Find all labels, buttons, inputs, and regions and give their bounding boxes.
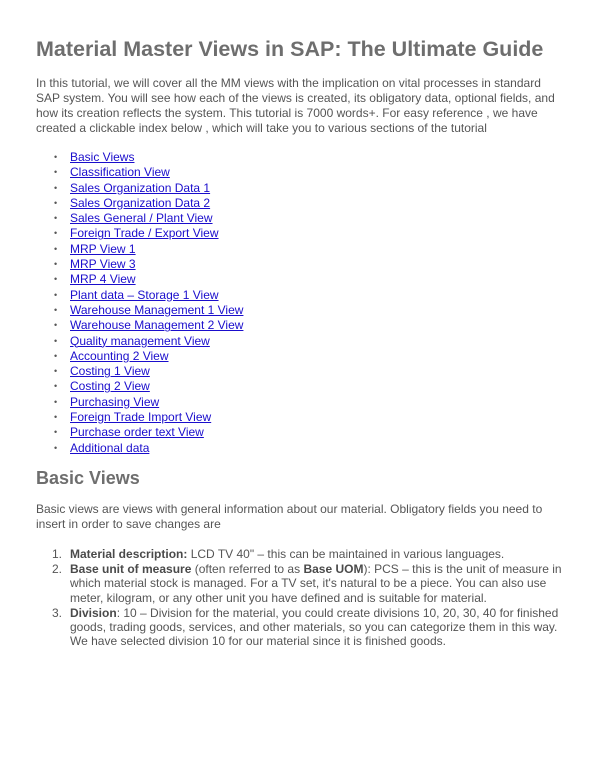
intro-paragraph: In this tutorial, we will cover all the MM views with the implication on vital processes in standard SAP system. You will see how each of the views is created, its obligatory data, optional fields, and how its creation reflects the system. This tutorial is 7000 words+. For easy reference , we have created a clickable index below , which will take you to various sections of the tutorial — [36, 76, 555, 135]
field-name: Material description: — [70, 546, 188, 561]
index-link[interactable]: Sales General / Plant View — [70, 211, 213, 226]
bullet-icon: • — [54, 396, 58, 407]
field-description: (often referred to as — [191, 562, 304, 577]
item-number: 3. — [52, 605, 63, 620]
bullet-icon: • — [54, 243, 58, 254]
index-item — [54, 226, 566, 241]
index-item — [54, 334, 566, 349]
index-link[interactable]: Plant data – Storage 1 View — [70, 287, 219, 302]
page-title: Material Master Views in SAP: The Ultimate Guide — [36, 37, 544, 61]
index-item — [54, 364, 566, 379]
bullet-icon: • — [54, 412, 58, 423]
index-item — [54, 211, 566, 226]
field-description: LCD TV 40" – this can be maintained in various languages. — [187, 546, 505, 561]
required-field-item — [52, 562, 566, 605]
index-item — [54, 379, 566, 394]
required-field-item — [52, 606, 566, 649]
index-item — [54, 150, 566, 165]
index-link[interactable]: Additional data — [70, 440, 150, 455]
index-link[interactable]: Warehouse Management 2 View — [70, 318, 244, 333]
index-link[interactable]: Accounting 2 View — [70, 348, 169, 363]
section-paragraph: Basic views are views with general information about our material. Obligatory fields you need to insert in order to save changes are — [36, 501, 543, 531]
index-item — [54, 272, 566, 287]
index-link[interactable]: MRP View 1 — [70, 241, 136, 256]
required-field-item — [52, 547, 566, 561]
bullet-icon: • — [54, 350, 58, 361]
index-item — [54, 425, 566, 440]
index-item — [54, 242, 566, 257]
bullet-icon: • — [54, 289, 58, 300]
index-link[interactable]: Sales Organization Data 1 — [70, 180, 211, 195]
bullet-icon: • — [54, 366, 58, 377]
bullet-icon: • — [54, 228, 58, 239]
bullet-icon: • — [54, 259, 58, 270]
bullet-icon: • — [54, 274, 58, 285]
bullet-icon: • — [54, 152, 58, 162]
index-link[interactable]: MRP View 3 — [70, 257, 136, 272]
index-link[interactable]: Basic Views — [70, 150, 135, 164]
field-description: ): PCS – this is the unit of measure in which material stock is managed. For a TV set, it's natural to be a piece. You can also use meter, kilogram, or any other unit you have defined and is suitable for material. — [70, 562, 562, 605]
item-number: 2. — [52, 562, 63, 577]
field-description: : 10 – Division for the material, you could create divisions 10, 20, 30, 40 for finished goods, trading goods, services, and other materials, so you can categorize them in this way. We have selected division 10 for our material since it is finished goods. — [70, 605, 559, 649]
index-link[interactable]: MRP 4 View — [70, 272, 136, 287]
item-number: 1. — [52, 546, 63, 561]
index-link[interactable]: Purchasing View — [70, 394, 160, 409]
index-item — [54, 303, 566, 318]
bullet-icon: • — [54, 304, 58, 315]
index-item — [54, 395, 566, 410]
index-item — [54, 288, 566, 303]
index-item — [54, 165, 566, 180]
index-link[interactable]: Foreign Trade / Export View — [70, 226, 219, 241]
bullet-icon: • — [54, 213, 58, 224]
document-page — [36, 36, 566, 649]
bullet-icon: • — [54, 427, 58, 438]
index-item — [54, 196, 566, 211]
bullet-icon: • — [54, 182, 58, 193]
field-name: Base UOM — [303, 562, 364, 577]
index-link[interactable]: Costing 1 View — [70, 364, 150, 379]
index-item — [54, 257, 566, 272]
index-list — [36, 150, 566, 456]
bullet-icon: • — [54, 167, 58, 178]
required-fields-list — [36, 547, 566, 648]
index-link[interactable]: Purchase order text View — [70, 425, 204, 440]
index-link[interactable]: Classification View — [70, 165, 170, 180]
index-link[interactable]: Warehouse Management 1 View — [70, 302, 244, 317]
field-name: Base unit of measure — [70, 562, 192, 577]
index-link[interactable]: Sales Organization Data 2 — [70, 195, 211, 210]
bullet-icon: • — [54, 335, 58, 346]
index-link[interactable]: Costing 2 View — [70, 379, 150, 394]
bullet-icon: • — [54, 197, 58, 208]
index-item — [54, 349, 566, 364]
index-item — [54, 441, 566, 456]
index-link[interactable]: Quality management View — [70, 333, 210, 348]
index-item — [54, 410, 566, 425]
section-heading: Basic Views — [36, 467, 140, 488]
field-name: Division — [70, 605, 117, 620]
index-item — [54, 318, 566, 333]
bullet-icon: • — [54, 320, 58, 331]
index-link[interactable]: Foreign Trade Import View — [70, 410, 212, 425]
bullet-icon: • — [54, 442, 58, 453]
index-item — [54, 181, 566, 196]
bullet-icon: • — [54, 381, 58, 392]
